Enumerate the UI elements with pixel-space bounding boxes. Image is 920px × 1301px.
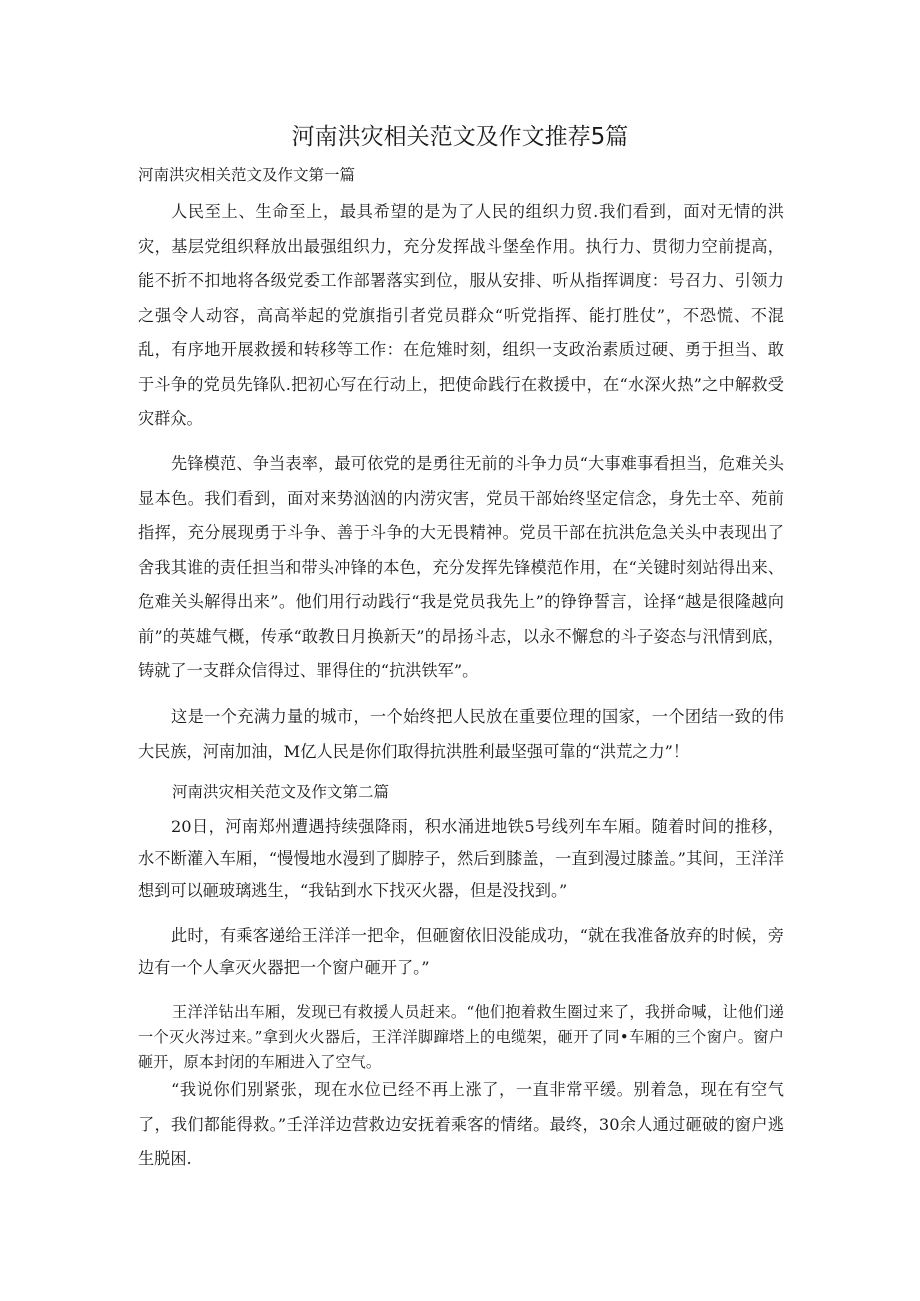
paragraph-3: 这是一个充满力量的城市，一个始终把人民放在重要位理的国家，一个团结一致的伟大民族，河南加油，M亿人民是你们取得抗洪胜利最坚强可靠的“洪荒之力”！ [138,707,784,761]
paragraph-2: 先锋模范、争当表率，最可依党的是勇往无前的斗争力员“大事难事看担当，危难关头显本色。我们看到，面对来势汹汹的内涝灾害，党员干部始终坚定信念，身先士卒、苑前指挥，充分展现勇于斗争、善于斗争的大无畏精神。党员干部在抗洪危急关头中表现出了舍我其谁的责任担当和带头冲锋的本色，充分发挥先锋模范作用，在“关键时刻站得出来、危难关头解得出来”。他们用行动践行“我是党员我先上”的铮铮誓言，诠择“越是很隆越向前”的英雄气概，传承“敢教日月换新天”的昂扬斗志，以永不懈怠的斗子姿态与汛情到底，铸就了一支群众信得过、罪得住的“抗洪铁军”。 [138,454,784,680]
paragraph-4: 20日，河南郑州遭遇持续强降雨，积水涌进地铁5号线列车车厢。随着时间的推移，水不断灌入车厢，“慢慢地水漫到了脚脖子，然后到膝盖，一直到漫过膝盖。”其间，王洋洋想到可以砸玻璃逃生，“我钻到水下找灭火器，但是没找到。” [138,817,784,900]
document-title: 河南洪灾相关范文及作文推荐5篇 [291,124,629,150]
paragraph-7: “我说你们别紧张，现在水位已经不再上涨了，一直非常平缓。别着急，现在有空气了，我们都能得救。”壬洋洋边营救边安抚着乘客的情绪。最终，30余人通过砸破的窗户逃生脱困. [138,1080,784,1168]
section-heading-2: 河南洪灾相关范文及作文第二篇 [172,783,390,801]
paragraph-6: 王洋洋钻出车厢，发现已有救援人员赶来。“他们抱着救生圈过来了，我拼命喊，让他们递一个灭火涔过来。”拿到火火器后，王洋洋脚蹿塔上的电缆架，砸开了同•车厢的三个窗户。窗户砸开，原本封闭的车厢进入了空气。 [138,1003,784,1071]
section-heading-1: 河南洪灾相关范文及作文第一篇 [138,166,356,184]
paragraph-5: 此时，有乘客递给王洋洋一把伞，但砸窗依旧没能成功，“就在我准备放弃的时候，旁边有一个人拿灭火器把一个窗户砸开了。” [138,926,784,977]
paragraph-1: 人民至上、生命至上，最具希望的是为了人民的组织力贸.我们看到，面对无情的洪灾，基层党组织释放出最强组织力，充分发挥战斗堡垒作用。执行力、贯彻力空前提高，能不折不扣地将各级党委工作部署落实到位，服从安排、听从指挥调度：号召力、引领力之强令人动容，高高举起的党旗指引者党员群众“听党指挥、能打胜仗”，不恐慌、不混乱，有序地开展救援和转移等工作：在危雉时刻，组织一支政治素质过硬、勇于担当、敢于斗争的党员先锋队.把初心写在行动上，把使命践行在救援中，在“水深火热”之中解救受灾群众。 [138,202,784,428]
